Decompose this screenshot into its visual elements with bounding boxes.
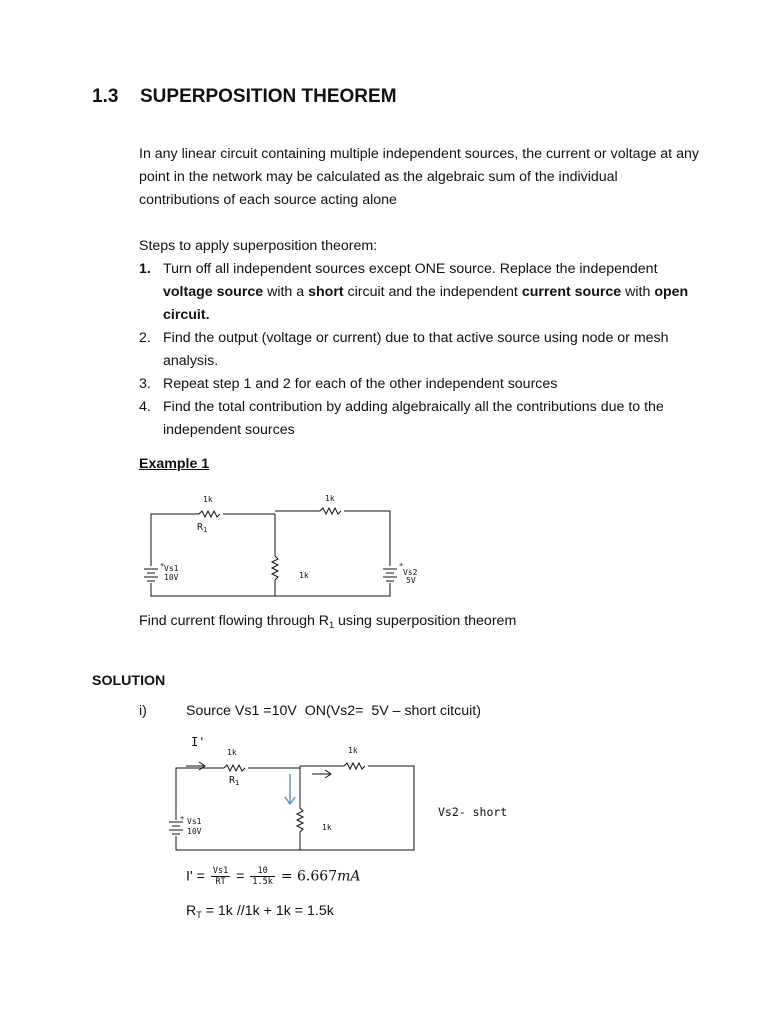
rt-subscript: T — [196, 910, 202, 920]
short-note: Vs2- short — [438, 805, 508, 819]
solution-title: SOLUTION — [92, 673, 166, 689]
r1-label: $R_1$ — [229, 775, 240, 787]
step-text: circuit and the independent — [343, 284, 522, 300]
r3-value: 1k — [348, 746, 358, 755]
step-number: 3. — [139, 376, 151, 392]
step-bold: voltage source — [163, 284, 264, 300]
r1-label: $R_1$ — [197, 522, 208, 534]
step-text: with — [621, 284, 655, 300]
blue-current-arrow — [285, 774, 295, 804]
fraction-denominator: 1.5k — [252, 877, 273, 887]
step-number: 4. — [139, 399, 151, 415]
case-number: i) — [139, 703, 147, 719]
equation-unit: mA — [337, 868, 361, 885]
intro-paragraph: In any linear circuit containing multiple independent sources, the current or voltage at any point in the network may be calculated as the algebraic sum of the individual contributions of each source acting alone — [139, 146, 699, 208]
vs1-value: 10V — [164, 573, 179, 582]
vs2-name: Vs2 — [403, 568, 418, 577]
find-text: Find current flowing through R — [139, 613, 330, 629]
vs2-plus: + — [399, 561, 404, 569]
vs2-value: 5V — [406, 576, 416, 585]
step-bold: current source — [521, 284, 622, 300]
section-title: SUPERPOSITION THEOREM — [140, 86, 397, 107]
r3-value: 1k — [325, 494, 335, 503]
r2-value: 1k — [322, 823, 332, 832]
step-number: 2. — [139, 330, 151, 346]
steps-title: Steps to apply superposition theorem: — [139, 238, 378, 254]
find-text: using superposition theorem — [334, 613, 517, 629]
fraction-vs1-rt — [211, 866, 230, 887]
step-text: Turn off all independent sources except ONE source. Replace the independent — [163, 261, 658, 277]
rt-symbol: R — [186, 903, 197, 919]
vs1-plus: + — [180, 814, 185, 822]
step-text: with a — [263, 284, 309, 300]
r1-value: 1k — [227, 748, 237, 757]
fraction-numerator: 10 — [250, 866, 274, 877]
rt-equation — [186, 903, 334, 920]
example-title: Example 1 — [139, 456, 210, 472]
equals-sign: = — [236, 868, 245, 885]
find-subscript: 1 — [329, 620, 335, 630]
step-number: 1. — [139, 261, 151, 277]
step-bold: short — [308, 284, 344, 300]
step-text: Find the total contribution by adding algebraically all the contributions due to the independent sources — [163, 399, 664, 438]
section-number: 1.3 — [92, 86, 119, 107]
step-text: Find the output (voltage or current) due to that active source using node or mesh analysis. — [163, 330, 669, 369]
case-text: Source Vs1 =10V ON(Vs2= 5V – short citcuit) — [186, 703, 481, 719]
step-bold: open circuit. — [163, 284, 689, 323]
r2-value: 1k — [299, 571, 309, 580]
fraction-numerator: Vs1 — [212, 866, 229, 876]
vs1-name: Vs1 — [164, 564, 179, 573]
vs1-plus: + — [160, 561, 165, 569]
fraction-10-1.5k — [250, 866, 274, 887]
current-label: I' — [191, 735, 206, 749]
equation-result: = 6.667 — [280, 868, 338, 885]
rt-text: = 1k //1k + 1k = 1.5k — [201, 903, 334, 919]
equation-lhs: I' = — [186, 868, 205, 885]
vs1-value: 10V — [187, 827, 202, 836]
current-equation — [186, 866, 361, 887]
step-text: Repeat step 1 and 2 for each of the other independent sources — [163, 376, 558, 392]
r1-value: 1k — [203, 495, 213, 504]
fraction-denominator: RT — [215, 877, 226, 887]
vs1-name: Vs1 — [187, 817, 202, 826]
